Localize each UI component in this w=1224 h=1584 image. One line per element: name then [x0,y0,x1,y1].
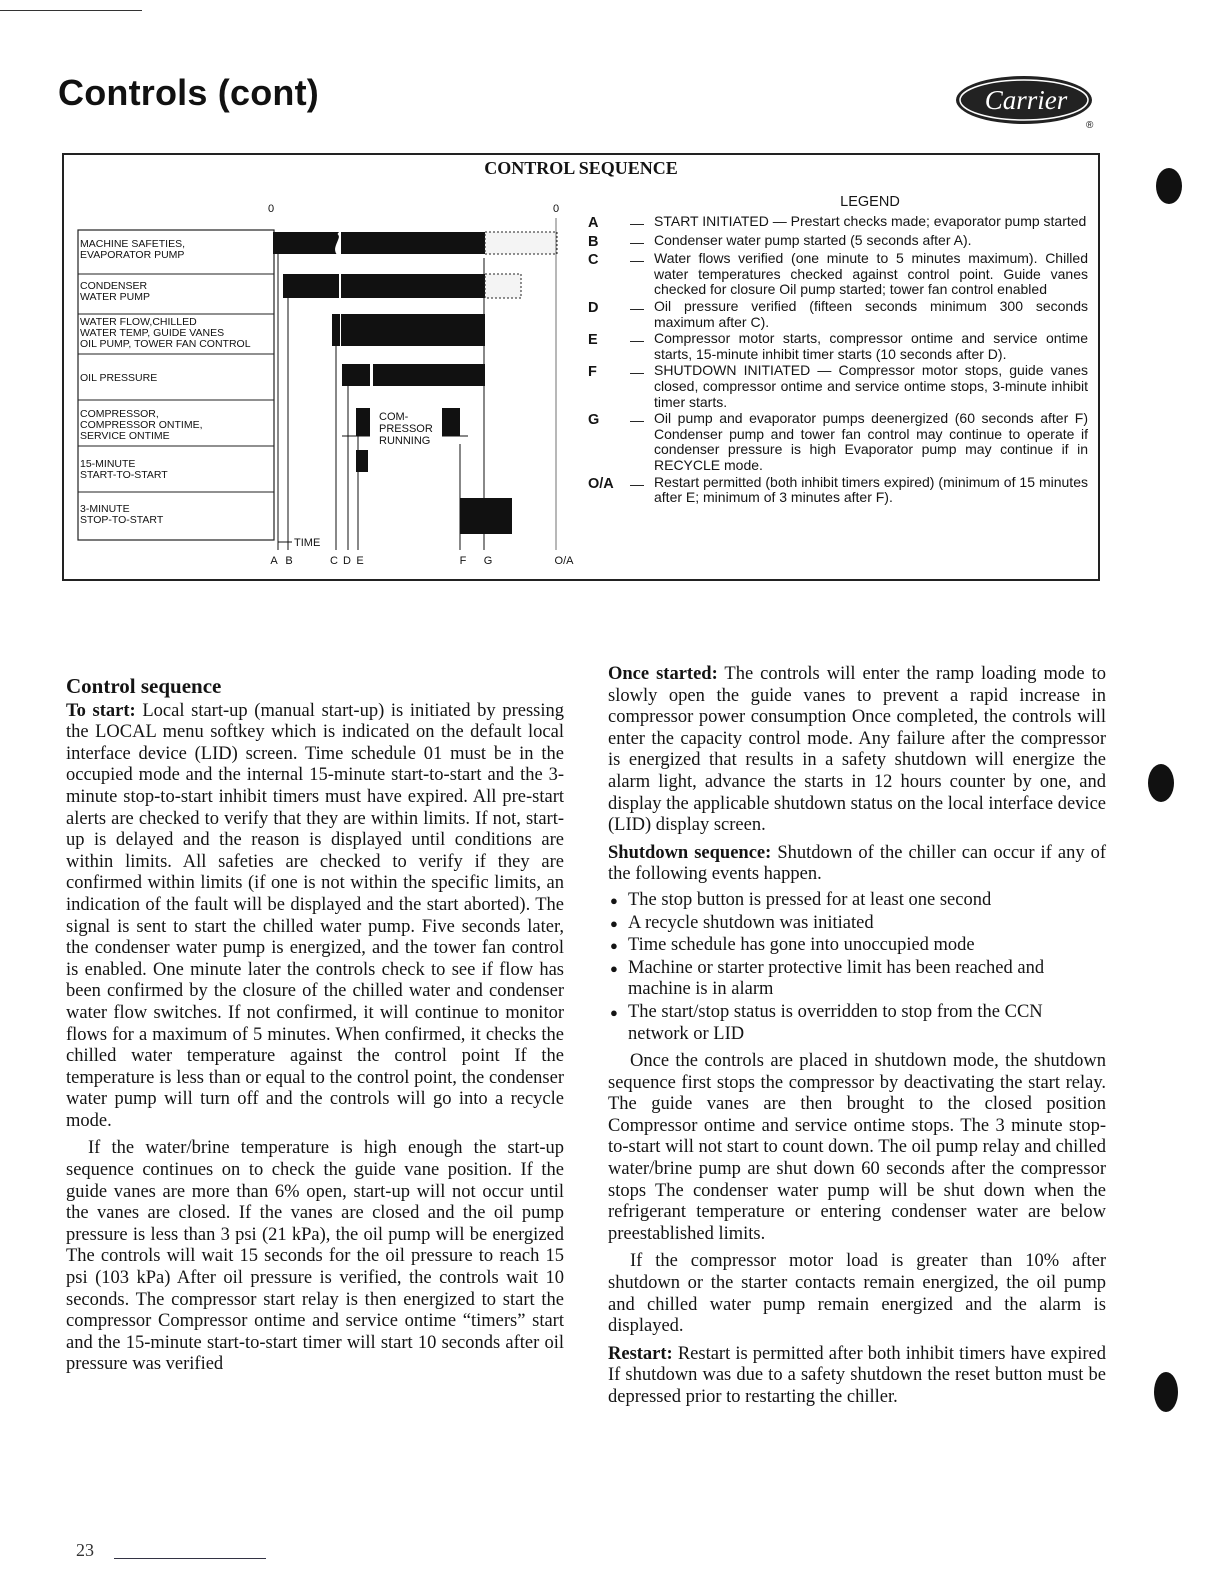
legend-item: G — Oil pump and evaporator pumps deenergized (60 seconds after F) Condenser pump and tower fan control may continue to operate if condenser pressure is high Evaporator pump may continue if in RECYCLE mode. [588,410,1088,473]
row-label-condenser: CONDENSER WATER PUMP [80,280,150,303]
row-label-oil-pressure: OIL PRESSURE [80,372,158,384]
binder-hole-mark [1154,1372,1178,1412]
paragraph-once-started: Once started: The controls will enter the ramp loading mode to slowly open the guide vanes to prevent a rapid increase in compressor power consumption Once completed, the controls will enter the capacity control mode. Any failure after the compressor is energized that results in a safety shutdown will energize the alarm light, advance the starts in 12 hours counter by one, and display the applicable shutdown status on the local interface device (LID) display screen. [608,664,1106,836]
legend-item: C — Water flows verified (one minute to 5 minutes maximum). Chilled water temperatures checked against control point. Guide vanes checked for closure Oil pump started; tower fan control enabled [588,250,1088,298]
bar-condenser-pump [283,274,339,298]
left-column [66,676,564,1376]
lead-in: Shutdown sequence: [608,842,772,863]
binder-hole-mark [1148,764,1174,802]
time-label: TIME [294,537,321,549]
bar-compressor-end [442,408,460,436]
running-label: PRESSOR [379,423,433,435]
row-label-compressor: COMPRESSOR, COMPRESSOR ONTIME, SERVICE ONTIME [80,408,203,442]
marker-f: F [459,555,467,567]
list-item: ● The start/stop status is overridden to stop from the CCN network or LID [608,1002,1106,1045]
row-label-15-minute: 15-MINUTE START-TO-START [80,458,168,481]
axis-start-label: 0 [267,203,275,215]
figure-title: CONTROL SEQUENCE [484,158,678,178]
legend-item: E — Compressor motor starts, compressor ontime and service ontime starts, 15-minute inhibit timer starts (10 seconds after D). [588,330,1088,362]
marker-c: C [330,555,338,567]
list-item: ● Machine or starter protective limit has been reached and machine is in alarm [608,958,1106,1001]
section-heading: Control sequence [66,674,222,698]
legend-item: A — START INITIATED — Prestart checks made; evaporator pump started [588,213,1087,231]
legend-item: F — SHUTDOWN INITIATED — Compressor motor stops, guide vanes closed, compressor ontime and service ontime stops, 3-minute inhibit timer starts. [588,362,1088,410]
legend [588,214,1088,507]
bar-compressor-start [356,408,370,436]
legend-item: D — Oil pressure verified (fifteen seconds minimum 300 seconds maximum after C). [588,297,1088,330]
binder-hole-mark [1156,168,1182,204]
lead-in: To start: [66,700,136,721]
marker-b: B [285,555,293,567]
label-table [78,230,274,540]
axis-end-label: 0 [552,203,560,215]
marker-a: A [270,555,278,567]
paragraph-shutdown: Shutdown sequence: Shutdown of the chiller can occur if any of the following events happen. [608,842,1106,885]
bar-water-flow [332,314,340,346]
legend-item: O/A — Restart permitted (both inhibit timers expired) (minimum of 15 minutes after E; minimum of 3 minutes after F). [588,473,1088,506]
logo-wordmark: Carrier [984,85,1068,115]
row-label-safeties: MACHINE SAFETIES, EVAPORATOR PUMP [80,238,186,261]
legend-title: LEGEND [840,194,900,210]
paragraph: If the compressor motor load is greater than 10% after shutdown or the starter contacts remain energized, the oil pump and chilled water pump remain energized and the alarm is displayed. [608,1251,1106,1337]
list-item: ● A recycle shutdown was initiated [608,913,1106,935]
top-rule [0,10,142,11]
paragraph: Once the controls are placed in shutdown mode, the shutdown sequence first stops the compressor by deactivating the start relay. The guide vanes are then brought to the closed position Compressor ontime and service ontime stops. The 3 minute stop-to-start will not start to count down. The oil pump relay and chilled water/brine pump are shut down 60 seconds after the compressor stops The condenser water pump will be shut down when the refrigerant temperature or entering condenser water are below preestablished limits. [608,1051,1106,1244]
running-label: RUNNING [379,435,431,447]
running-label: COM- [379,411,409,423]
lead-in: Restart: [608,1343,673,1364]
bar-oil-pressure-cont [373,364,485,386]
registered-mark: ® [1086,120,1094,131]
bar-evaporator-pump-optional [485,232,557,254]
marker-e: E [356,555,364,567]
bar-water-flow-cont [341,314,485,346]
row-label-3-minute: 3-MINUTE STOP-TO-START [80,503,164,526]
bar-evaporator-pump [273,232,339,254]
row-label-water-flow: WATER FLOW,CHILLED WATER TEMP, GUIDE VANES OIL PUMP, TOWER FAN CONTROL [80,316,251,350]
right-column [608,664,1106,1409]
paragraph-to-start: To start: Local start-up (manual start-up) is initiated by pressing the LOCAL menu softkey which is indicated on the default local interface device (LID) screen. Time schedule 01 must be in the occupied mode and the internal 15-minute start-to-start and the 3-minute stop-to-start inhibit timers must have expired. All pre-start alerts are checked to verify that they are within limits. If not, start-up is delayed and the reason is displayed until conditions are within limits. All safeties are checked to verify if they are confirmed within limits (if one is not within the specific limits, an indication of the fault will be displayed and the start aborted). The signal is sent to start the chilled water pump. Five seconds later, the condenser water pump is energized, and the tower fan control is enabled. One minute later the controls check to see if flow has been confirmed by the closure of the chilled water and condenser water flow switches. If not confirmed, it will continue to monitor flows for a maximum of 5 minutes. When confirmed, it checks the chilled water temperature against the control point If the temperature is less than or equal to the control point, the condenser water pump will turn off and the controls will go into a recycle mode. [66,700,564,1131]
list-item: ● The stop button is pressed for at least one second [608,890,1106,912]
bar-evaporator-pump-cont [341,232,485,254]
shutdown-events-list [608,890,1106,1045]
bar-condenser-pump-optional [485,274,521,298]
list-item: ● Time schedule has gone into unoccupied mode [608,935,1106,957]
page-title: Controls (cont) [58,72,319,113]
bar-3-min-timer [460,498,512,534]
carrier-logo [954,73,1100,131]
bar-oil-pressure [342,364,370,386]
bar-condenser-pump-cont [341,274,485,298]
legend-item: B — Condenser water pump started (5 seconds after A). [588,231,972,250]
lead-in: Once started: [608,664,718,684]
paragraph: If the water/brine temperature is high enough the start-up sequence continues on to check the guide vane position. If the guide vanes are more than 6% open, start-up will not occur until the vanes are closed. If the vanes are closed and the oil pump pressure is less than 3 psi (21 kPa), the oil pump will be energized The controls will wait 15 seconds for the oil pressure to reach 15 psi (103 kPa) After oil pressure is verified, the controls wait 10 seconds. The compressor start relay is then energized to start the compressor Compressor ontime and service ontime “timers” start and the 15-minute start-to-start timer will start 10 seconds after oil pressure was verified [66,1138,564,1375]
marker-d: D [343,555,351,567]
page-number: 23 [76,1540,94,1560]
footer-rule [114,1558,266,1559]
marker-oa: O/A [554,555,574,567]
marker-g: G [483,555,493,567]
paragraph-restart: Restart: Restart is permitted after both inhibit timers have expired If shutdown was due to a safety shutdown the reset button must be depressed prior to restarting the chiller. [608,1343,1107,1407]
